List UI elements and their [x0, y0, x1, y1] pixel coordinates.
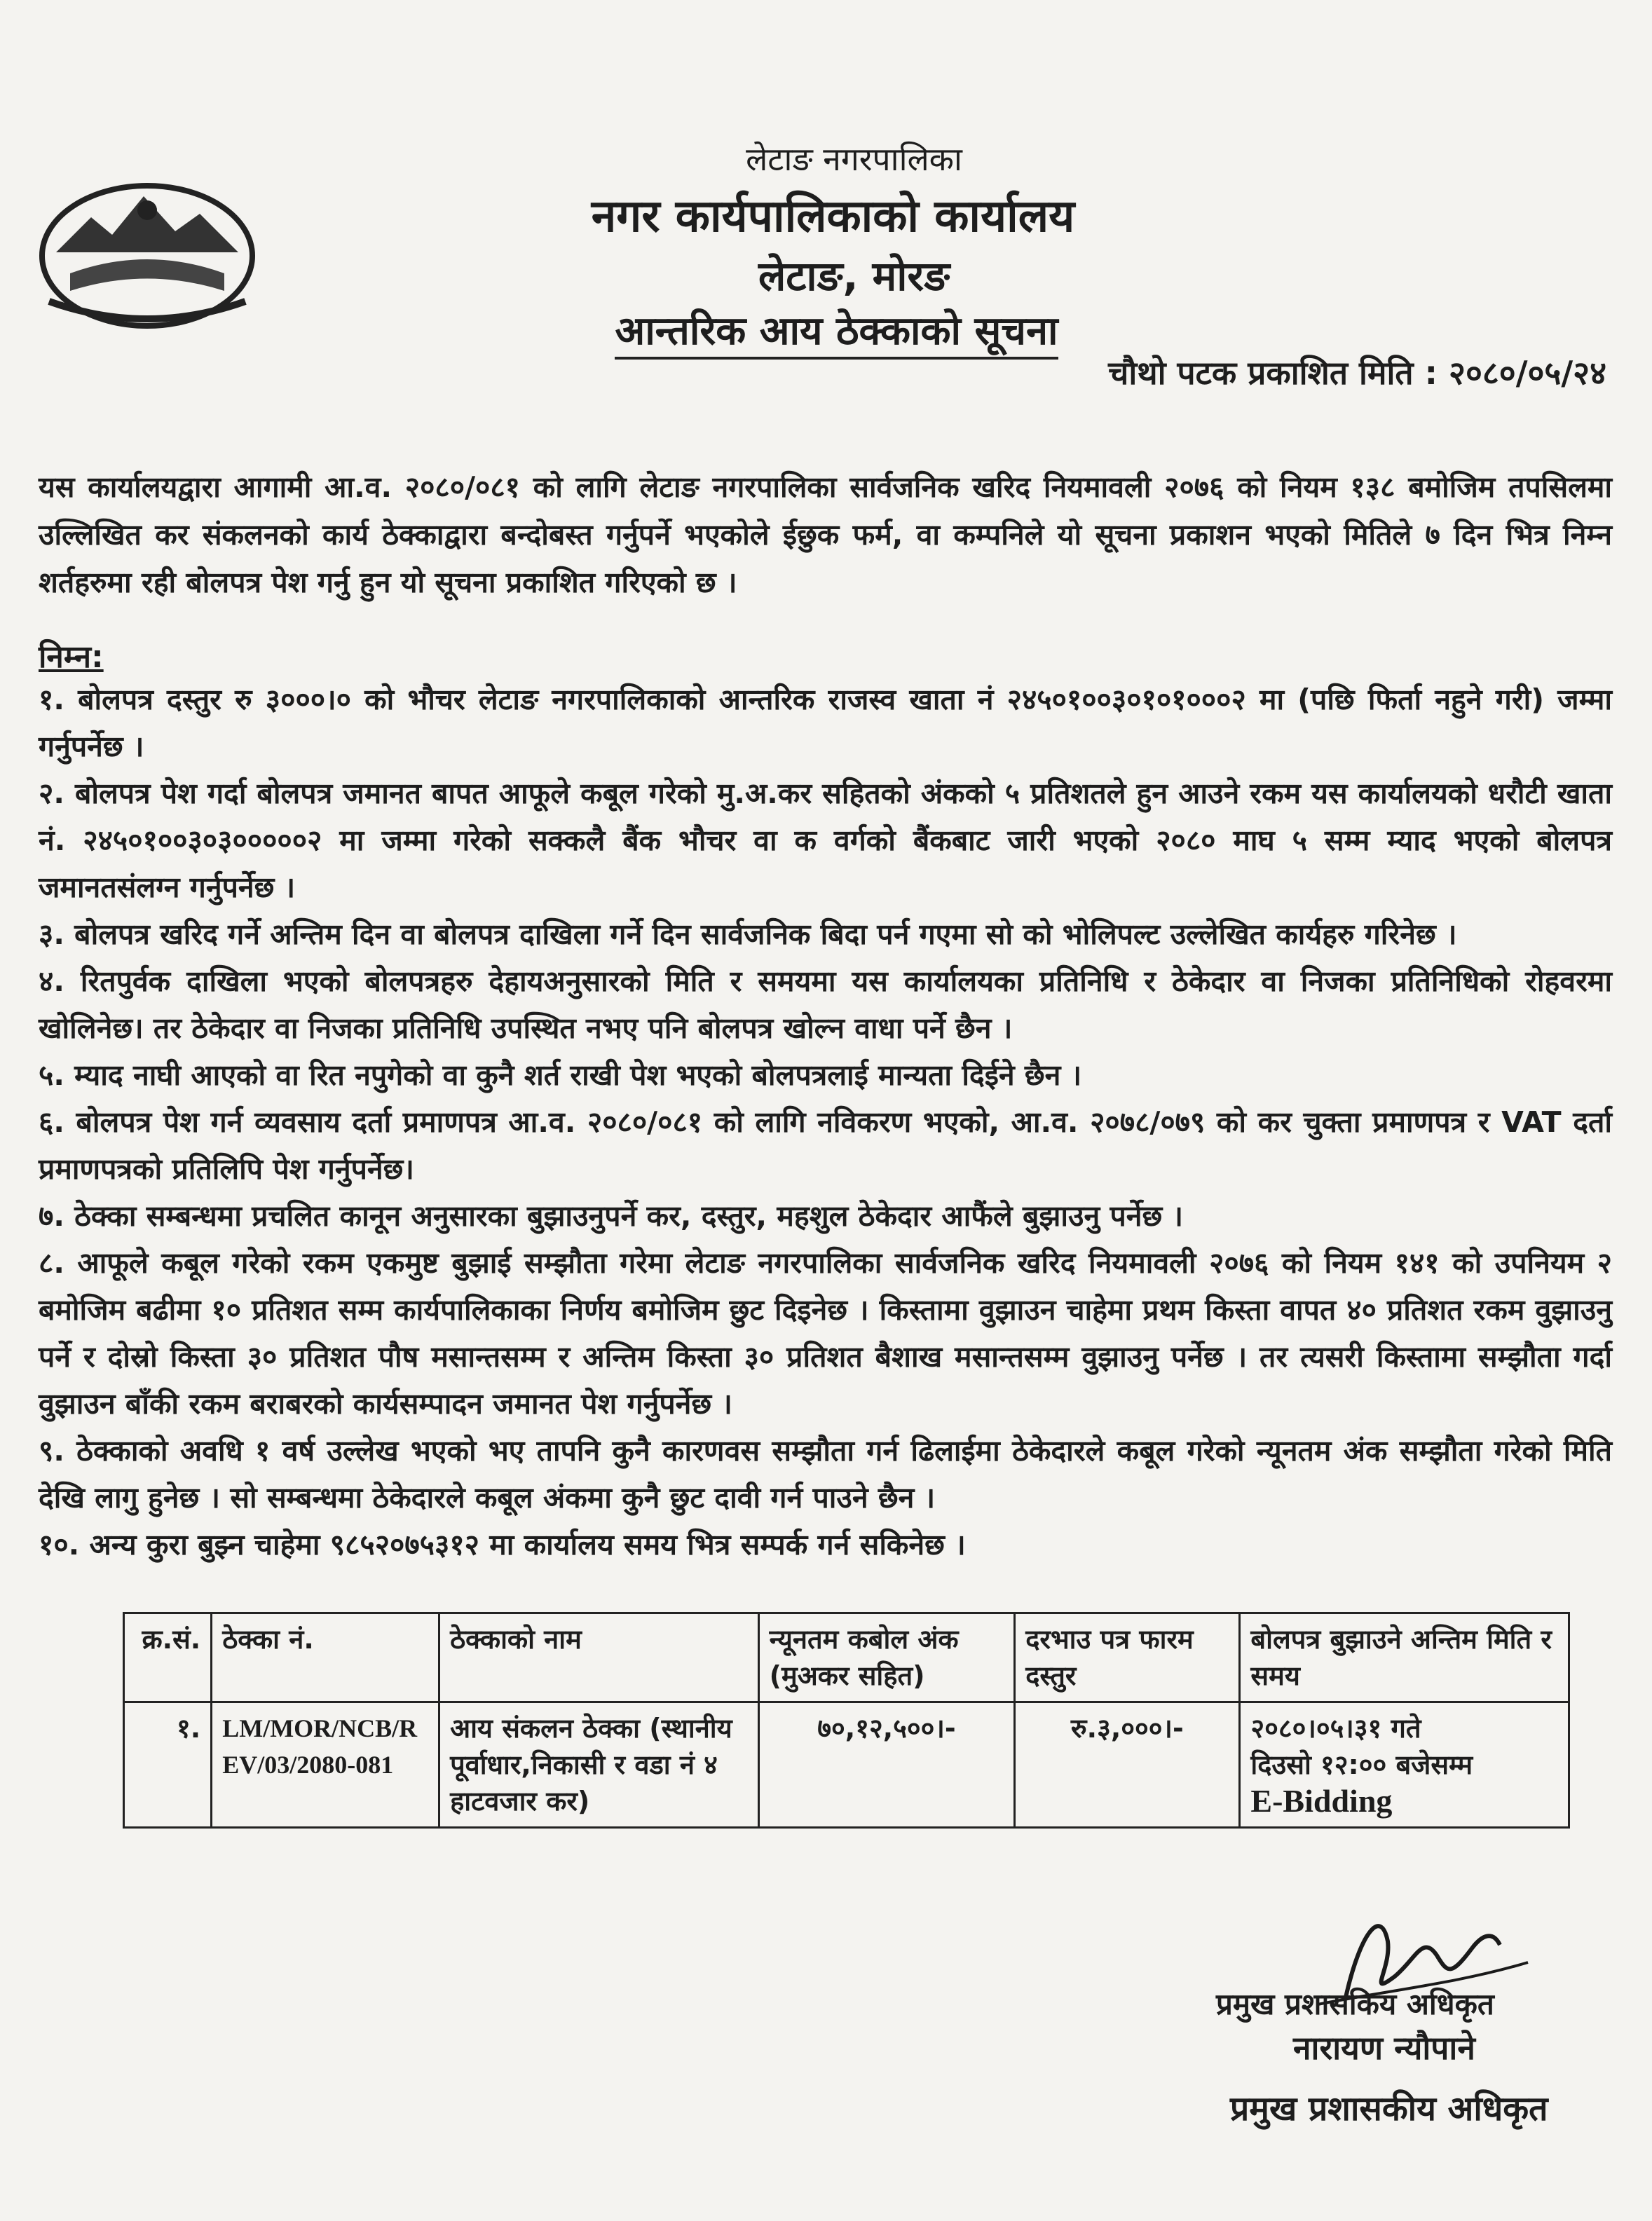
condition-item: ४. रितपुर्वक दाखिला भएको बोलपत्रहरु देहायअनुसारको मिति र समयमा यस कार्यालयका प्रतिनिधि र ठेकेदार वा निजका प्रतिनिधिको रोहवरमा खोलिनेछ। तर ठेकेदार वा निजका प्रतिनिधि उपस्थित नभए पनि बोलपत्र खोल्न वाधा पर्ने छैन ।: [39, 964, 1612, 1045]
cell-contract-no: LM/MOR/NCB/REV/03/2080-081: [212, 1702, 439, 1828]
condition-item: ३. बोलपत्र खरिद गर्ने अन्तिम दिन वा बोलपत्र दाखिला गर्ने दिन सार्वजनिक बिदा पर्न गएमा सो को भोलिपल्ट उल्लेखित कार्यहरु गरिनेछ ।: [39, 917, 1457, 951]
header-form-fee: दरभाउ पत्र फारम दस्तुर: [1015, 1613, 1240, 1702]
municipality-name: लेटाङ नगरपालिका: [746, 140, 962, 178]
condition-item: २. बोलपत्र पेश गर्दा बोलपत्र जमानत बापत आफूले कबूल गरेको मु.अ.कर सहितको अंकको ५ प्रतिशतले हुन आउने रकम यस कार्यालयको धरौटी खाता नं. २४५०१००३०३०००००२ मा जम्मा गरेको सक्कलै बैंक भौचर वा क वर्गको बैंकबाट जारी भएको २०८० माघ ५ सम्म म्याद भएको बोलपत्र जमानतसंलग्न गर्नुपर्नेछ ।: [39, 777, 1612, 904]
intro-paragraph: यस कार्यालयद्वारा आगामी आ.व. २०८०/०८१ को लागि लेटाङ नगरपालिका सार्वजनिक खरिद नियमावली २०७६ को नियम १३८ बमोजिम तपसिलमा उल्लिखित कर संकलनको कार्य ठेक्काद्वारा बन्दोबस्त गर्नुपर्ने भएकोले ईछुक फर्म, वा कम्पनिले यो सूचना प्रकाशन भएको मितिले ७ दिन भित्र निम्न शर्तहरुमा रही बोलपत्र पेश गर्नु हुन यो सूचना प्रकाशित गरिएको छ ।: [39, 470, 1612, 599]
signatory-name: नारायण न्यौपाने: [1293, 2029, 1475, 2067]
header-contract-no: ठेक्का नं.: [212, 1613, 439, 1702]
header-min-bid: न्यूनतम कबोल अंक (मुअकर सहित): [758, 1613, 1015, 1702]
condition-item: ८. आफूले कबूल गरेको रकम एकमुष्ट बुझाई सम्झौता गरेमा लेटाङ नगरपालिका सार्वजनिक खरिद नियमावली २०७६ को नियम १४१ को उपनियम २ बमोजिम बढीमा १० प्रतिशत सम्म कार्यपालिकाका निर्णय बमोजिम छुट दिइनेछ । किस्तामा वुझाउन चाहेमा प्रथम किस्ता वापत ४० प्रतिशत रकम वुझाउनु पर्ने र दोस्रो किस्ता ३० प्रतिशत पौष मसान्तसम्म र अन्तिम किस्ता ३० प्रतिशत बैशाख मसान्तसम्म वुझाउनु पर्नेछ । तर त्यसरी किस्तामा सम्झौता गर्दा वुझाउन बाँकी रकम बराबरको कार्यसम्पादन जमानत पेश गर्नुपर्नेछ ।: [39, 1246, 1612, 1421]
header-deadline: बोलपत्र बुझाउने अन्तिम मिति र समय: [1240, 1613, 1569, 1702]
conditions-heading: निम्न:: [39, 639, 104, 675]
tender-table: [123, 1612, 1570, 1829]
cell-contract-name: आय संकलन ठेक्का (स्थानीय पूर्वाधार,निकासी र वडा नं ४ हाटवजार कर): [439, 1702, 759, 1828]
published-date: चौथो पटक प्रकाशित मिति : २०८०/०५/२४: [1108, 354, 1606, 392]
signature-stamp-designation: प्रमुख प्रशासकीय अधिकृत: [1230, 2089, 1548, 2128]
cell-serial: १.: [124, 1702, 212, 1828]
header-contract-name: ठेक्काको नाम: [439, 1613, 759, 1702]
office-location: लेटाङ, मोरङ: [758, 252, 950, 300]
deadline-time: दिउसो १२:०० बजेसम्म: [1250, 1749, 1473, 1780]
condition-item: १. बोलपत्र दस्तुर रु ३०००।० को भौचर लेटाङ नगरपालिकाको आन्तरिक राजस्व खाता नं २४५०१००३०१०१०००२ मा (पछि फिर्ता नहुने गरी) जम्मा गर्नुपर्नेछ ।: [39, 683, 1612, 763]
cell-form-fee: रु.३,०००।-: [1015, 1702, 1240, 1828]
table-row: [124, 1702, 1569, 1828]
cell-deadline: [1240, 1702, 1569, 1828]
cell-min-bid: ७०,१२,५००।-: [758, 1702, 1015, 1828]
condition-item: ६. बोलपत्र पेश गर्न व्यवसाय दर्ता प्रमाणपत्र आ.व. २०८०/०८१ को लागि नविकरण भएको, आ.व. २०७८/०७९ को कर चुक्ता प्रमाणपत्र र VAT दर्ता प्रमाणपत्रको प्रतिलिपि पेश गर्नुपर्नेछ।: [39, 1105, 1612, 1186]
table-header-row: [124, 1613, 1569, 1702]
bidding-mode: E-Bidding: [1250, 1783, 1393, 1819]
notice-title: आन्तरिक आय ठेक्काको सूचना: [11, 303, 1652, 356]
header-serial: क्र.सं.: [124, 1613, 212, 1702]
deadline-date: २०८०।०५।३१ गते: [1250, 1713, 1421, 1744]
conditions-list: [39, 676, 1612, 1569]
office-name: नगर कार्यपालिकाको कार्यालय: [591, 191, 1075, 242]
condition-item: ९. ठेक्काको अवधि १ वर्ष उल्लेख भएको भए तापनि कुनै कारणवस सम्झौता गर्न ढिलाईमा ठेकेदारले कबूल गरेको न्यूनतम अंक सम्झौता गरेको मिति देखि लागु हुनेछ । सो सम्बन्धमा ठेकेदारले कबूल अंकमा कुनै छुट दावी गर्न पाउने छैन ।: [39, 1434, 1612, 1515]
condition-item: १०. अन्य कुरा बुझ्न चाहेमा ९८५२०७५३१२ मा कार्यालय समय भित्र सम्पर्क गर्न सकिनेछ ।: [39, 1528, 966, 1561]
condition-item: ७. ठेक्का सम्बन्धमा प्रचलित कानून अनुसारका बुझाउनुपर्ने कर, दस्तुर, महशुल ठेकेदार आफैंले बुझाउनु पर्नेछ ।: [39, 1199, 1184, 1233]
condition-item: ५. म्याद नाघी आएको वा रित नपुगेको वा कुनै शर्त राखी पेश भएको बोलपत्रलाई मान्यता दिईने छैन ।: [39, 1058, 1082, 1092]
signature-designation: प्रमुख प्रशासकिय अधिकृत: [1216, 1987, 1494, 2021]
